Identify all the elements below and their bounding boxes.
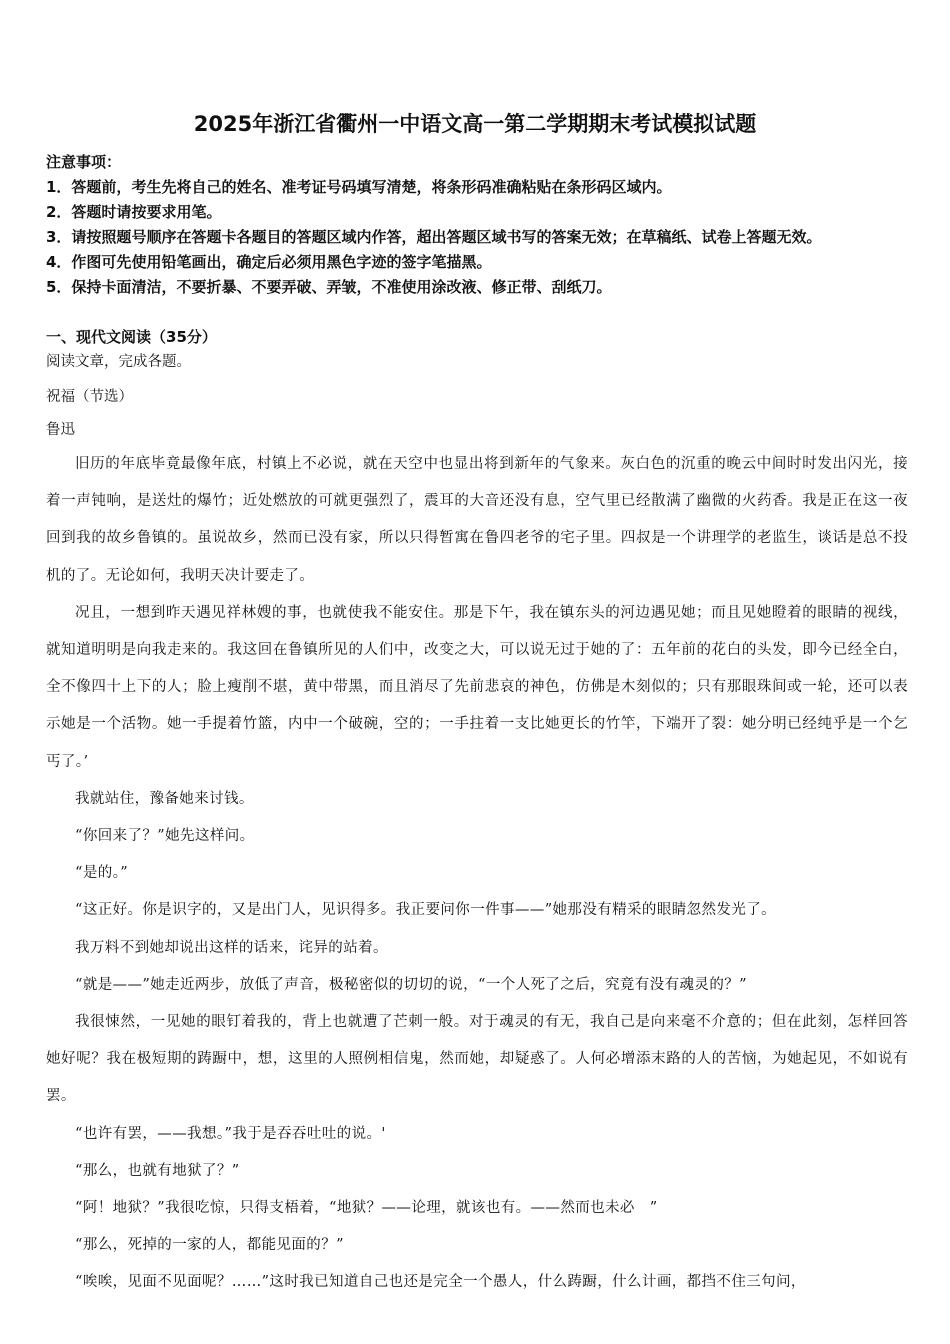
- article-paragraph: “那么，死掉的一家的人，都能见面的？”: [75, 1237, 344, 1254]
- section-heading: 一、现代文阅读（35分）: [46, 328, 217, 346]
- notice-item: 2．答题时请按要求用笔。: [46, 203, 222, 221]
- article-paragraph: “唉唉，见面不见面呢？……”这时我已知道自己也还是完全一个愚人，什么踌蹰，什么计画，都挡不住三句问，: [75, 1274, 806, 1291]
- article-paragraph: 我很悚然，一见她的眼钉着我的，背上也就遭了芒刺一般。对于魂灵的有无，我自己是向来毫不介意的；但在此刻，怎样回答她好呢？我在极短期的踌蹰中，想，这里的人照例相信鬼，然而她，却疑惑了。人何必增添末路的人的苦恼，为她起见，不如说有罢。: [46, 1014, 908, 1105]
- notice-item: 3．请按照题号顺序在答题卡各题目的答题区域内作答，超出答题区域书写的答案无效；在草稿纸、试卷上答题无效。: [46, 228, 822, 246]
- notice-heading: 注意事项：: [46, 153, 122, 171]
- notice-block: [46, 150, 916, 300]
- article-paragraph: “就是——”她走近两步，放低了声音，极秘密似的切切的说，“一个人死了之后，究竟有没有魂灵的？”: [75, 976, 747, 993]
- article-paragraph: 我就站住，豫备她来讨钱。: [75, 790, 254, 807]
- article-paragraph: “是的。”: [75, 865, 129, 882]
- article-paragraph: “那么，也就有地狱了？”: [75, 1162, 240, 1179]
- article-paragraph: “也许有罢，——我想。”我于是吞吞吐吐的说。': [75, 1125, 386, 1142]
- section-instruction: 阅读文章，完成各题。: [46, 354, 191, 370]
- article-paragraph: “这正好。你是识字的，又是出门人，见识得多。我正要问你一件事——”她那没有精采的眼睛忽然发光了。: [75, 902, 777, 919]
- notice-item: 1．答题前，考生先将自己的姓名、准考证号码填写清楚，将条形码准确粘贴在条形码区域内。: [46, 178, 672, 196]
- notice-item: 4．作图可先使用铅笔画出，确定后必须用黑色字迹的签字笔描黑。: [46, 253, 492, 271]
- article-paragraph: 我万料不到她却说出这样的话来，诧异的站着。: [75, 939, 388, 956]
- notice-item: 5．保持卡面清洁，不要折暴、不要弄破、弄皱，不准使用涂改液、修正带、刮纸刀。: [46, 278, 612, 296]
- page-title: 2025年浙江省衢州一中语文高一第二学期期末考试模拟试题: [193, 112, 757, 136]
- article-paragraph: 况且，一想到昨天遇见祥林嫂的事，也就使我不能安住。那是下午，我在镇东头的河边遇见她；而且见她瞪着的眼睛的视线，就知道明明是向我走来的。我这回在鲁镇所见的人们中，改变之大，可以说无过于她的了：五年前的花白的头发，即今已经全白，全不像四十上下的人；脸上瘦削不堪，黄中带黑，而且消尽了先前悲哀的神色，仿佛是木刻似的；只有那眼珠间或一轮，还可以表示她是一个活物。她一手提着竹篮，内中一个破碗，空的；一手拄着一支比她更长的竹竿，下端开了裂：她分明已经纯乎是一个乞丐了。’: [46, 604, 908, 770]
- article-paragraph: “阿！地狱？”我很吃惊，只得支梧着，“地狱？——论理，就该也有。——然而也未必 ”: [75, 1200, 658, 1217]
- article-paragraph: 旧历的年底毕竟最像年底，村镇上不必说，就在天空中也显出将到新年的气象来。灰白色的沉重的晚云中间时时发出闪光，接着一声钝响，是送灶的爆竹；近处燃放的可就更强烈了，震耳的大音还没有息，空气里已经散满了幽微的火药香。我是正在这一夜回到我的故乡鲁镇的。虽说故乡，然而已没有家，所以只得暂寓在鲁四老爷的宅子里。四叔是一个讲理学的老监生，谈话是总不投机的了。无论如何，我明天决计要走了。: [46, 456, 908, 584]
- article-author: 鲁迅: [46, 422, 75, 438]
- article-title: 祝福（节选）: [46, 389, 133, 405]
- article-body: [46, 446, 908, 1302]
- article-paragraph: “你回来了？”她先这样问。: [75, 828, 255, 845]
